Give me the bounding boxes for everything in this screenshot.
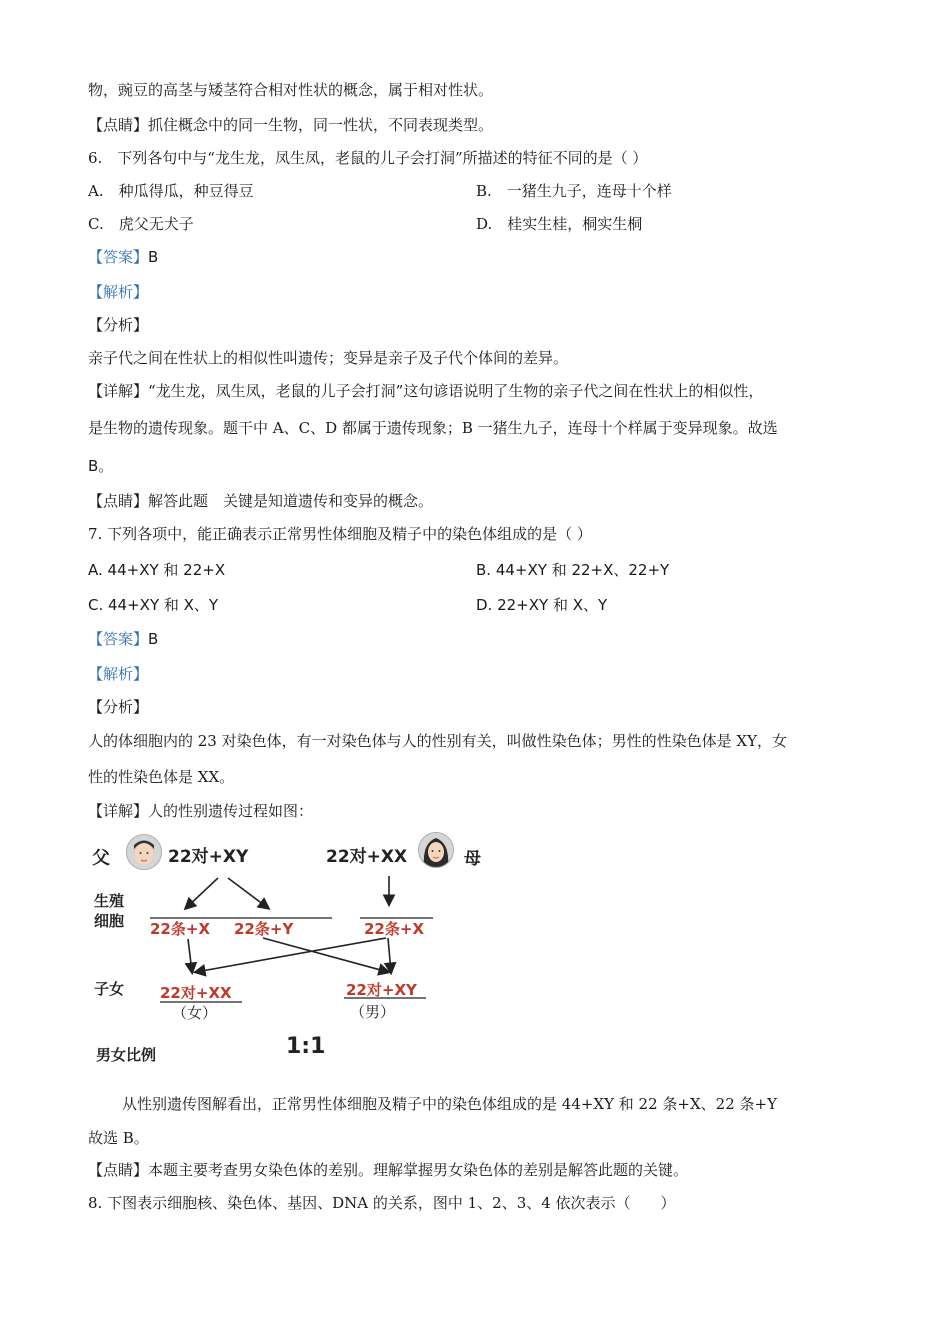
q7-option-c: C. 44+XY 和 X、Y [88,596,219,614]
father-avatar-icon [126,834,162,870]
q6-jiexi-heading: 【解析】 [88,283,149,301]
arrow [263,938,388,972]
row-label-gamete: 细胞 [94,912,125,930]
q6-fenxi-heading: 【分析】 [88,316,149,334]
q6-xiangjie-1: 【详解】“龙生龙，凤生凤，老鼠的儿子会打洞”这句谚语说明了生物的亲子代之间在性状上的相似性， [88,382,764,400]
q7-xiangjie: 【详解】人的性别遗传过程如图： [88,802,314,820]
mother-avatar-icon [418,832,454,868]
father-genotype: 22对+XY [168,847,249,867]
q6-fenxi-text: 亲子代之间在性状上的相似性叫遗传；变异是亲子及子代个体间的差异。 [88,349,569,367]
gamete-sperm-x: 22条+X [150,920,211,938]
question-7: 7. 下列各项中，能正确表示正常男性体细胞及精子中的染色体组成的是（ ） [88,525,592,543]
q6-xiangjie-3: B。 [88,457,114,475]
q7-answer [88,629,158,649]
row-label-children: 子女 [94,980,125,998]
q7-fenxi-heading: 【分析】 [88,698,149,716]
row-label-gamete: 生殖 [94,892,125,910]
q7-dianjing: 【点睛】本题主要考查男女染色体的差别。理解掌握男女染色体的差别是解答此题的关键。 [88,1161,689,1179]
gamete-sperm-y: 22条+Y [234,920,294,938]
sex-ratio: 1:1 [286,1034,326,1059]
q7-jiexi-heading: 【解析】 [88,665,149,683]
child-female-genotype: 22对+XX [160,984,232,1002]
arrow [196,938,386,972]
dianjing-note: 【点睛】抓住概念中的同一生物，同一性状，不同表现类型。 [88,116,494,134]
question-8: 8. 下图表示细胞核、染色体、基因、DNA 的关系，图中 1、2、3、4 依次表示（ ） [88,1194,676,1212]
q7-option-d: D. 22+XY 和 X、Y [476,596,608,614]
q6-option-a: A. 种瓜得瓜，种豆得豆 [88,182,254,200]
q6-dianjing: 【点睛】解答此题 关键是知道遗传和变异的概念。 [88,492,434,510]
child-male-genotype: 22对+XY [346,981,417,999]
mother-label: 母 [464,849,481,869]
arrow [188,939,192,972]
q6-option-d: D. 桂实生桂，桐实生桐 [476,215,643,233]
answer-label: 【答案】 [88,630,149,648]
gamete-egg-x: 22条+X [364,920,425,938]
answer-label: 【答案】 [88,248,149,266]
q6-xiangjie-2: 是生物的遗传现象。题干中 A、C、D 都属于遗传现象；B 一猪生九子，连母十个样属于变异现象。故选 [88,419,778,437]
child-female-label: （女） [172,1004,218,1022]
child-male-label: （男） [350,1003,396,1021]
arrow [388,938,391,972]
father-label: 父 [92,848,110,869]
question-6: 6. 下列各句中与“龙生龙，凤生凤，老鼠的儿子会打洞”所描述的特征不同的是（ ） [88,149,648,167]
answer-value: B [148,248,159,266]
q6-option-c: C. 虎父无犬子 [88,215,194,233]
arrow [186,878,218,908]
answer-value: B [148,630,159,648]
q7-option-b: B. 44+XY 和 22+X、22+Y [476,561,670,579]
q6-option-b: B. 一猪生九子，连母十个样 [476,182,672,200]
mother-genotype: 22对+XX [326,847,408,867]
q7-fenxi-1: 人的体细胞内的 23 对染色体，有一对染色体与人的性别有关，叫做性染色体；男性的性染色体是 XY，女 [88,732,787,750]
q7-option-a: A. 44+XY 和 22+X [88,561,226,579]
arrow [228,878,268,908]
sex-inheritance-diagram [88,826,498,1066]
q7-after-2: 故选 B。 [88,1129,149,1147]
text-line: 物，豌豆的高茎与矮茎符合相对性状的概念，属于相对性状。 [88,81,494,99]
q7-after-1: 从性别遗传图解看出，正常男性体细胞及精子中的染色体组成的是 44+XY 和 22 条+X、22 条+Y [122,1095,777,1113]
q7-fenxi-2: 性的性染色体是 XX。 [88,768,235,786]
row-label-ratio: 男女比例 [96,1046,157,1064]
q6-answer [88,247,158,267]
